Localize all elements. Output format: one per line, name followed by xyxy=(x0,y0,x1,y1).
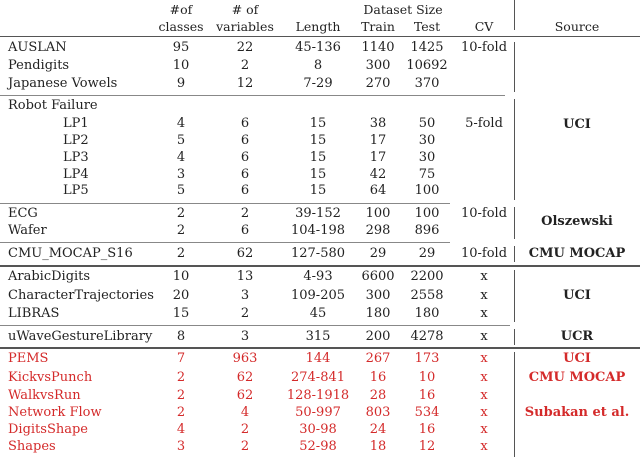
column-divider xyxy=(514,329,515,345)
header-cv: CV xyxy=(474,19,494,34)
cell-variables: 13 xyxy=(236,269,254,284)
cell-classes: 2 xyxy=(176,405,186,420)
cell-cv: x xyxy=(480,269,488,284)
cell-cv: 10-fold xyxy=(460,246,508,261)
header-length: Length xyxy=(295,19,341,34)
cell-train: 6600 xyxy=(361,269,395,284)
cell-test: 4278 xyxy=(410,329,444,344)
cell-cv: x xyxy=(480,388,488,403)
cell-variables: 2 xyxy=(240,306,250,321)
cell-cv: x xyxy=(480,351,488,366)
cell-train: 42 xyxy=(369,167,387,182)
dataset-name: LP5 xyxy=(63,183,89,198)
cell-length: 128-1918 xyxy=(286,388,350,403)
cell-test: 16 xyxy=(418,422,436,437)
cell-classes: 5 xyxy=(176,133,186,148)
column-divider xyxy=(514,270,515,322)
cell-test: 896 xyxy=(414,223,440,238)
cell-length: 127-580 xyxy=(290,246,346,261)
cell-classes: 5 xyxy=(176,183,186,198)
dataset-name: AUSLAN xyxy=(8,40,67,55)
dataset-name: KickvsPunch xyxy=(8,370,93,385)
cell-cv: x xyxy=(480,405,488,420)
cell-variables: 2 xyxy=(240,422,250,437)
cell-test: 75 xyxy=(418,167,436,182)
cell-length: 50-997 xyxy=(295,405,341,420)
cell-length: 104-198 xyxy=(290,223,346,238)
cell-train: 298 xyxy=(365,223,391,238)
group-divider xyxy=(0,95,505,96)
cell-length: 315 xyxy=(305,329,331,344)
cell-test: 2200 xyxy=(410,269,444,284)
cell-length: 15 xyxy=(309,183,327,198)
cell-classes: 20 xyxy=(172,288,190,303)
cell-train: 300 xyxy=(365,288,391,303)
cell-variables: 2 xyxy=(240,58,250,73)
cell-train: 180 xyxy=(365,306,391,321)
cell-variables: 6 xyxy=(240,133,250,148)
cell-cv: x xyxy=(480,306,488,321)
cell-length: 8 xyxy=(313,58,323,73)
cell-variables: 6 xyxy=(240,223,250,238)
cell-train: 17 xyxy=(369,133,387,148)
header-classes-line1: #of xyxy=(169,2,193,17)
cell-test: 173 xyxy=(414,351,440,366)
cell-length: 52-98 xyxy=(299,439,337,454)
cell-classes: 2 xyxy=(176,206,186,221)
group-divider xyxy=(0,325,510,326)
dataset-name: LP2 xyxy=(63,133,89,148)
source-label: CMU MOCAP xyxy=(528,370,626,385)
header-variables-line1: # of xyxy=(231,2,259,17)
cell-variables: 6 xyxy=(240,183,250,198)
cell-classes: 9 xyxy=(176,76,186,91)
cell-train: 64 xyxy=(369,183,387,198)
column-divider xyxy=(514,99,515,200)
cell-test: 2558 xyxy=(410,288,444,303)
cell-variables: 6 xyxy=(240,150,250,165)
cell-variables: 3 xyxy=(240,288,250,303)
dataset-name: CMU_MOCAP_S16 xyxy=(8,246,133,261)
cell-variables: 2 xyxy=(240,206,250,221)
column-divider xyxy=(514,0,515,30)
cell-variables: 4 xyxy=(240,405,250,420)
dataset-name: LP4 xyxy=(63,167,89,182)
cell-train: 16 xyxy=(369,370,387,385)
cell-classes: 2 xyxy=(176,223,186,238)
column-divider xyxy=(514,42,515,92)
cell-length: 144 xyxy=(305,351,331,366)
header-variables-line2: variables xyxy=(216,19,274,34)
dataset-name: Network Flow xyxy=(8,405,102,420)
cell-classes: 2 xyxy=(176,246,186,261)
cell-length: 39-152 xyxy=(295,206,341,221)
cell-cv: 10-fold xyxy=(460,206,508,221)
cell-variables: 62 xyxy=(236,246,254,261)
source-label: Subakan et al. xyxy=(524,405,630,420)
cell-length: 274-841 xyxy=(290,370,346,385)
dataset-name: Wafer xyxy=(8,223,47,238)
cell-classes: 10 xyxy=(172,58,190,73)
cell-test: 29 xyxy=(418,246,436,261)
cell-variables: 963 xyxy=(232,351,258,366)
cell-cv: x xyxy=(480,288,488,303)
cell-cv: x xyxy=(480,439,488,454)
cell-classes: 10 xyxy=(172,269,190,284)
cell-length: 15 xyxy=(309,150,327,165)
cell-train: 38 xyxy=(369,116,387,131)
source-label: UCI xyxy=(563,117,591,132)
header-train: Train xyxy=(361,19,395,34)
cell-test: 50 xyxy=(418,116,436,131)
cell-length: 45 xyxy=(309,306,327,321)
cell-length: 109-205 xyxy=(290,288,346,303)
cell-test: 370 xyxy=(414,76,440,91)
cell-cv: 10-fold xyxy=(460,40,508,55)
cell-cv: x xyxy=(480,329,488,344)
dataset-name: uWaveGestureLibrary xyxy=(8,329,153,344)
dataset-name: ECG xyxy=(8,206,38,221)
cell-variables: 12 xyxy=(236,76,254,91)
cell-test: 10692 xyxy=(406,58,448,73)
cell-test: 10 xyxy=(418,370,436,385)
dataset-name: Shapes xyxy=(8,439,56,454)
cell-train: 200 xyxy=(365,329,391,344)
cell-train: 1140 xyxy=(361,40,395,55)
cell-cv: x xyxy=(480,422,488,437)
cell-train: 300 xyxy=(365,58,391,73)
cell-classes: 4 xyxy=(176,422,186,437)
dataset-name: CharacterTrajectories xyxy=(8,288,154,303)
cell-cv: x xyxy=(480,370,488,385)
cell-classes: 4 xyxy=(176,116,186,131)
source-label: Olszewski xyxy=(541,214,613,229)
cell-train: 24 xyxy=(369,422,387,437)
cell-test: 12 xyxy=(418,439,436,454)
header-test: Test xyxy=(413,19,441,34)
cell-test: 16 xyxy=(418,388,436,403)
cell-classes: 8 xyxy=(176,329,186,344)
cell-test: 180 xyxy=(414,306,440,321)
cell-length: 15 xyxy=(309,167,327,182)
dataset-name: LP3 xyxy=(63,150,89,165)
cell-test: 100 xyxy=(414,206,440,221)
cell-train: 267 xyxy=(365,351,391,366)
cell-length: 30-98 xyxy=(299,422,337,437)
dataset-name: ArabicDigits xyxy=(8,269,91,284)
cell-classes: 15 xyxy=(172,306,190,321)
cell-test: 1425 xyxy=(410,40,444,55)
dataset-name: WalkvsRun xyxy=(8,388,81,403)
cell-test: 30 xyxy=(418,133,436,148)
source-label: CMU MOCAP xyxy=(528,246,626,261)
dataset-name: Pendigits xyxy=(8,58,70,73)
cell-cv: 5-fold xyxy=(465,116,503,131)
group-divider xyxy=(0,203,450,204)
group-divider xyxy=(0,265,640,267)
cell-train: 100 xyxy=(365,206,391,221)
cell-length: 45-136 xyxy=(295,40,341,55)
dataset-name: Robot Failure xyxy=(8,98,98,113)
source-label: UCI xyxy=(563,288,591,303)
cell-length: 7-29 xyxy=(303,76,333,91)
cell-train: 803 xyxy=(365,405,391,420)
cell-variables: 62 xyxy=(236,370,254,385)
cell-train: 17 xyxy=(369,150,387,165)
header-source: Source xyxy=(554,19,600,34)
source-label: UCR xyxy=(560,329,594,344)
column-divider xyxy=(514,352,515,457)
cell-train: 29 xyxy=(369,246,387,261)
cell-classes: 95 xyxy=(172,40,190,55)
cell-test: 534 xyxy=(414,405,440,420)
cell-length: 15 xyxy=(309,133,327,148)
column-divider xyxy=(514,207,515,239)
cell-test: 100 xyxy=(414,183,440,198)
cell-variables: 62 xyxy=(236,388,254,403)
cell-variables: 22 xyxy=(236,40,254,55)
header-classes-line2: classes xyxy=(158,19,204,34)
cell-classes: 4 xyxy=(176,150,186,165)
dataset-name: PEMS xyxy=(8,351,49,366)
cell-length: 15 xyxy=(309,116,327,131)
cell-classes: 2 xyxy=(176,388,186,403)
cell-train: 28 xyxy=(369,388,387,403)
cell-classes: 2 xyxy=(176,370,186,385)
cell-train: 270 xyxy=(365,76,391,91)
cell-classes: 7 xyxy=(176,351,186,366)
cell-variables: 2 xyxy=(240,439,250,454)
dataset-name: DigitsShape xyxy=(8,422,88,437)
cell-variables: 6 xyxy=(240,167,250,182)
column-divider xyxy=(514,246,515,262)
header-dataset-size: Dataset Size xyxy=(363,2,443,17)
dataset-name: LP1 xyxy=(63,116,89,131)
group-divider xyxy=(0,242,450,243)
cell-length: 4-93 xyxy=(303,269,333,284)
dataset-name: LIBRAS xyxy=(8,306,60,321)
header-rule xyxy=(0,36,640,37)
cell-variables: 6 xyxy=(240,116,250,131)
source-label: UCI xyxy=(563,351,591,366)
cell-classes: 3 xyxy=(176,439,186,454)
cell-test: 30 xyxy=(418,150,436,165)
cell-classes: 3 xyxy=(176,167,186,182)
dataset-name: Japanese Vowels xyxy=(8,76,118,91)
cell-train: 18 xyxy=(369,439,387,454)
group-divider xyxy=(0,347,640,349)
cell-variables: 3 xyxy=(240,329,250,344)
